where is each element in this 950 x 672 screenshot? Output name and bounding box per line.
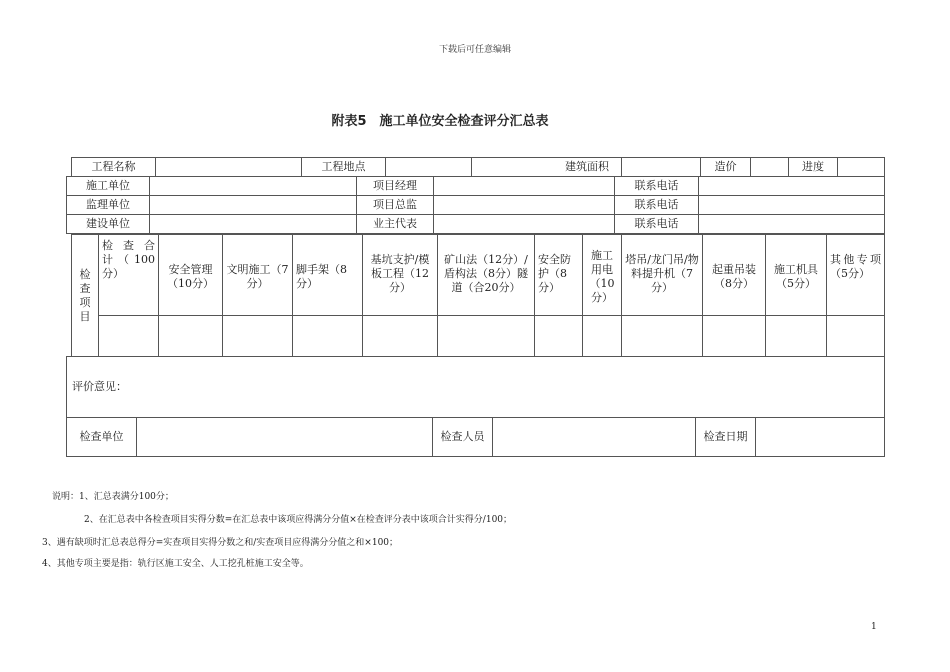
score-cell[interactable]: [622, 316, 703, 357]
column-tunnel: 矿山法（12分）/盾构法（8分）隧道（合20分）: [438, 235, 535, 316]
column-excavation-formwork: 基坑支护/模板工程（12分）: [363, 235, 438, 316]
progress-label: 进度: [789, 158, 838, 177]
party-label: 监理单位: [67, 196, 150, 215]
check-date-value[interactable]: [756, 418, 885, 457]
person-value[interactable]: [434, 196, 615, 215]
column-electricity: 施工用电（10分）: [583, 235, 622, 316]
progress-value[interactable]: [838, 158, 885, 177]
column-civilized-construction: 文明施工（7分）: [223, 235, 293, 316]
column-machinery: 施工机具（5分）: [766, 235, 827, 316]
inspector-label: 检查人员: [433, 418, 493, 457]
project-info-row: [71, 157, 885, 177]
note-1: 说明：1、汇总表满分100分；: [52, 492, 174, 502]
check-date-label: 检查日期: [696, 418, 756, 457]
phone-label: 联系电话: [615, 177, 699, 196]
column-total: 检 查 合 计（100分）: [99, 235, 159, 316]
phone-value[interactable]: [699, 196, 885, 215]
table-title: 附表5 施工单位安全检查评分汇总表: [331, 114, 549, 129]
check-unit-label: 检查单位: [67, 418, 137, 457]
parties-table: [66, 176, 885, 234]
check-items-label-cell: [72, 235, 99, 357]
score-cell[interactable]: [535, 316, 583, 357]
party-value[interactable]: [150, 177, 357, 196]
score-cell[interactable]: [703, 316, 766, 357]
person-label: 项目总监: [357, 196, 434, 215]
score-cell[interactable]: [438, 316, 535, 357]
party-label: 建设单位: [67, 215, 150, 234]
column-other: 其他专项（5分）: [827, 235, 885, 316]
evaluation-table: [66, 356, 885, 457]
cost-value[interactable]: [751, 158, 789, 177]
score-cell[interactable]: [223, 316, 293, 357]
project-name-label: 工程名称: [72, 158, 156, 177]
column-lifting: 起重吊装（8分）: [703, 235, 766, 316]
page-header: 下载后可任意编辑: [438, 45, 511, 55]
score-cell[interactable]: [159, 316, 223, 357]
score-cell[interactable]: [293, 316, 363, 357]
building-area-value[interactable]: [622, 158, 701, 177]
check-items-table: [71, 234, 885, 357]
phone-label: 联系电话: [615, 196, 699, 215]
column-safety-protection: 安全防护（8分）: [535, 235, 583, 316]
phone-label: 联系电话: [615, 215, 699, 234]
party-label: 施工单位: [67, 177, 150, 196]
check-unit-value[interactable]: [137, 418, 433, 457]
phone-value[interactable]: [699, 177, 885, 196]
note-3: 3、遇有缺项时汇总表总得分=实查项目实得分数之和/实查项目应得满分分值之和×100；: [42, 538, 399, 548]
page-number: 1: [871, 622, 877, 632]
score-row: [72, 316, 885, 357]
phone-value[interactable]: [699, 215, 885, 234]
evaluation-label: 评价意见：: [72, 380, 127, 393]
party-row: [67, 177, 885, 196]
signature-row: [67, 418, 885, 457]
building-area-label: 建筑面积: [472, 158, 622, 177]
party-row: [67, 196, 885, 215]
score-cell[interactable]: [363, 316, 438, 357]
inspector-value[interactable]: [493, 418, 696, 457]
evaluation-cell[interactable]: [67, 357, 885, 418]
column-safety-management: 安全管理（10分）: [159, 235, 223, 316]
project-name-value[interactable]: [156, 158, 302, 177]
person-label: 业主代表: [357, 215, 434, 234]
person-value[interactable]: [434, 215, 615, 234]
person-label: 项目经理: [357, 177, 434, 196]
column-scaffold: 脚手架（8分）: [293, 235, 363, 316]
note-4: 4、其他专项主要是指：轨行区施工安全、人工挖孔桩施工安全等。: [42, 559, 309, 569]
person-value[interactable]: [434, 177, 615, 196]
check-items-label: 检查项目: [79, 267, 91, 323]
note-2: 2、在汇总表中各检查项目实得分数=在汇总表中该项应得满分分值×在检查评分表中该项合计实得分/100；: [84, 515, 513, 525]
project-location-label: 工程地点: [302, 158, 386, 177]
party-value[interactable]: [150, 215, 357, 234]
party-value[interactable]: [150, 196, 357, 215]
score-cell[interactable]: [583, 316, 622, 357]
project-location-value[interactable]: [386, 158, 472, 177]
score-cell[interactable]: [766, 316, 827, 357]
party-row: [67, 215, 885, 234]
column-cranes-hoists: 塔吊/龙门吊/物料提升机（7分）: [622, 235, 703, 316]
cost-label: 造价: [701, 158, 751, 177]
score-cell[interactable]: [827, 316, 885, 357]
score-cell[interactable]: [99, 316, 159, 357]
